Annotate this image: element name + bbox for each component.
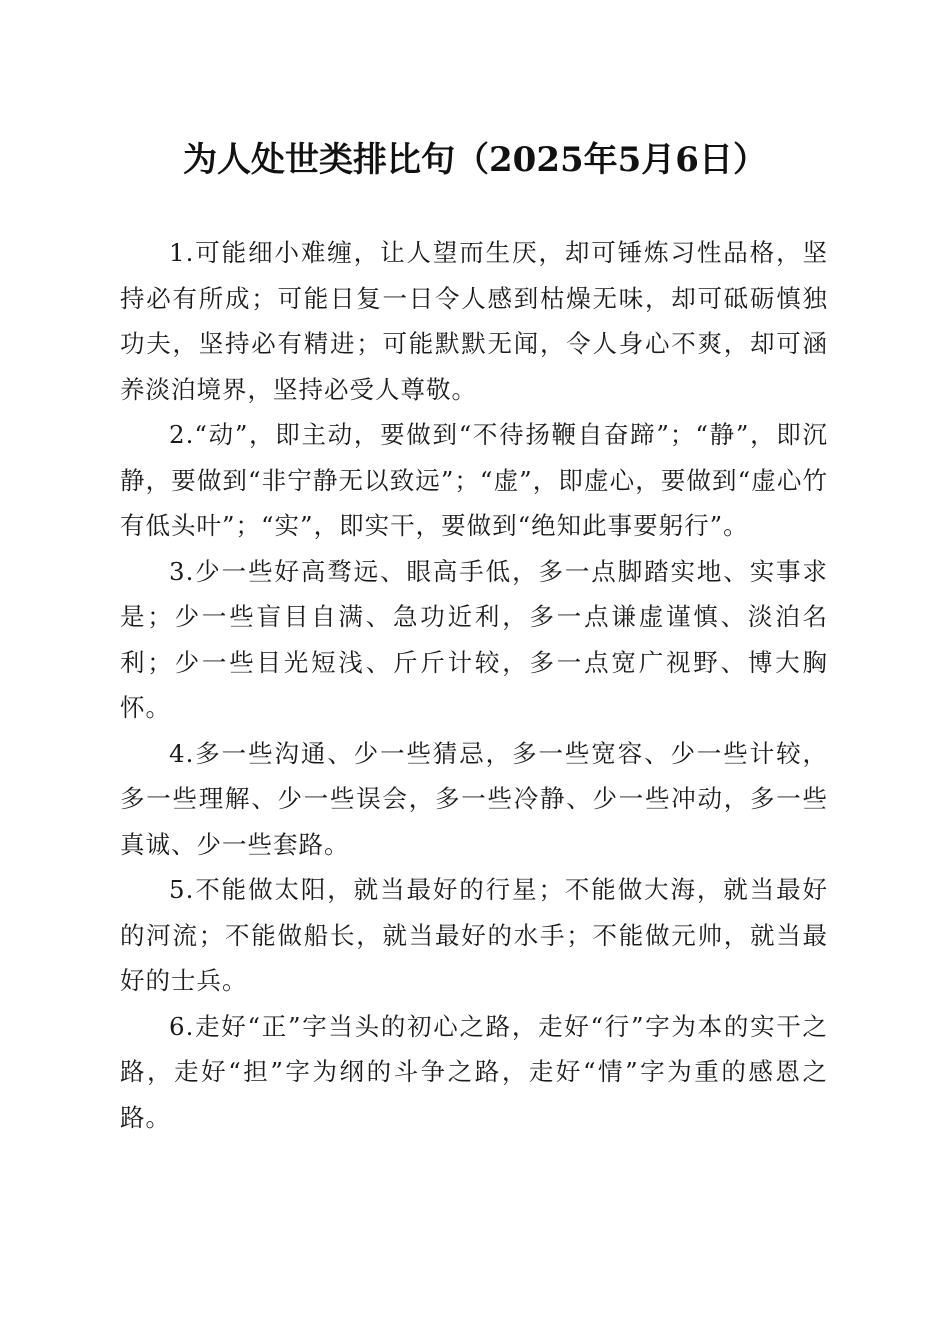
paragraph-3: 3.少一些好高骛远、眼高手低，多一点脚踏实地、实事求是；少一些盲目自满、急功近利，多一点谦虚谨慎、淡泊名利；少一些目光短浅、斤斤计较，多一点宽广视野、博大胸怀。	[120, 556, 828, 722]
document-body	[120, 230, 828, 1140]
paragraph-2: 2.“动”，即主动，要做到“不待扬鞭自奋蹄”；“静”，即沉静，要做到“非宁静无以致远”；“虚”，即虚心，要做到“虚心竹有低头叶”；“实”，即实干，要做到“绝知此事要躬行”。	[120, 420, 828, 540]
paragraph-4: 4.多一些沟通、少一些猜忌，多一些宽容、少一些计较，多一些理解、少一些误会，多一些冷静、少一些冲动，多一些真诚、少一些套路。	[120, 738, 828, 859]
paragraph-5: 5.不能做太阳，就当最好的行星；不能做大海，就当最好的河流；不能做船长，就当最好的水手；不能做元帅，就当最好的士兵。	[120, 875, 828, 995]
paragraph-1: 1.可能细小难缠，让人望而生厌，却可锤炼习性品格，坚持必有所成；可能日复一日令人感到枯燥无味，却可砥砺慎独功夫，坚持必有精进；可能默默无闻，令人身心不爽，却可涵养淡泊境界，坚持必受人尊敬。	[120, 238, 828, 404]
paragraph-6: 6.走好“正”字当头的初心之路，走好“行”字为本的实干之路，走好“担”字为纲的斗争之路，走好“情”字为重的感恩之路。	[120, 1011, 828, 1132]
document-title: 为人处世类排比句（2025年5月6日）	[183, 140, 767, 180]
